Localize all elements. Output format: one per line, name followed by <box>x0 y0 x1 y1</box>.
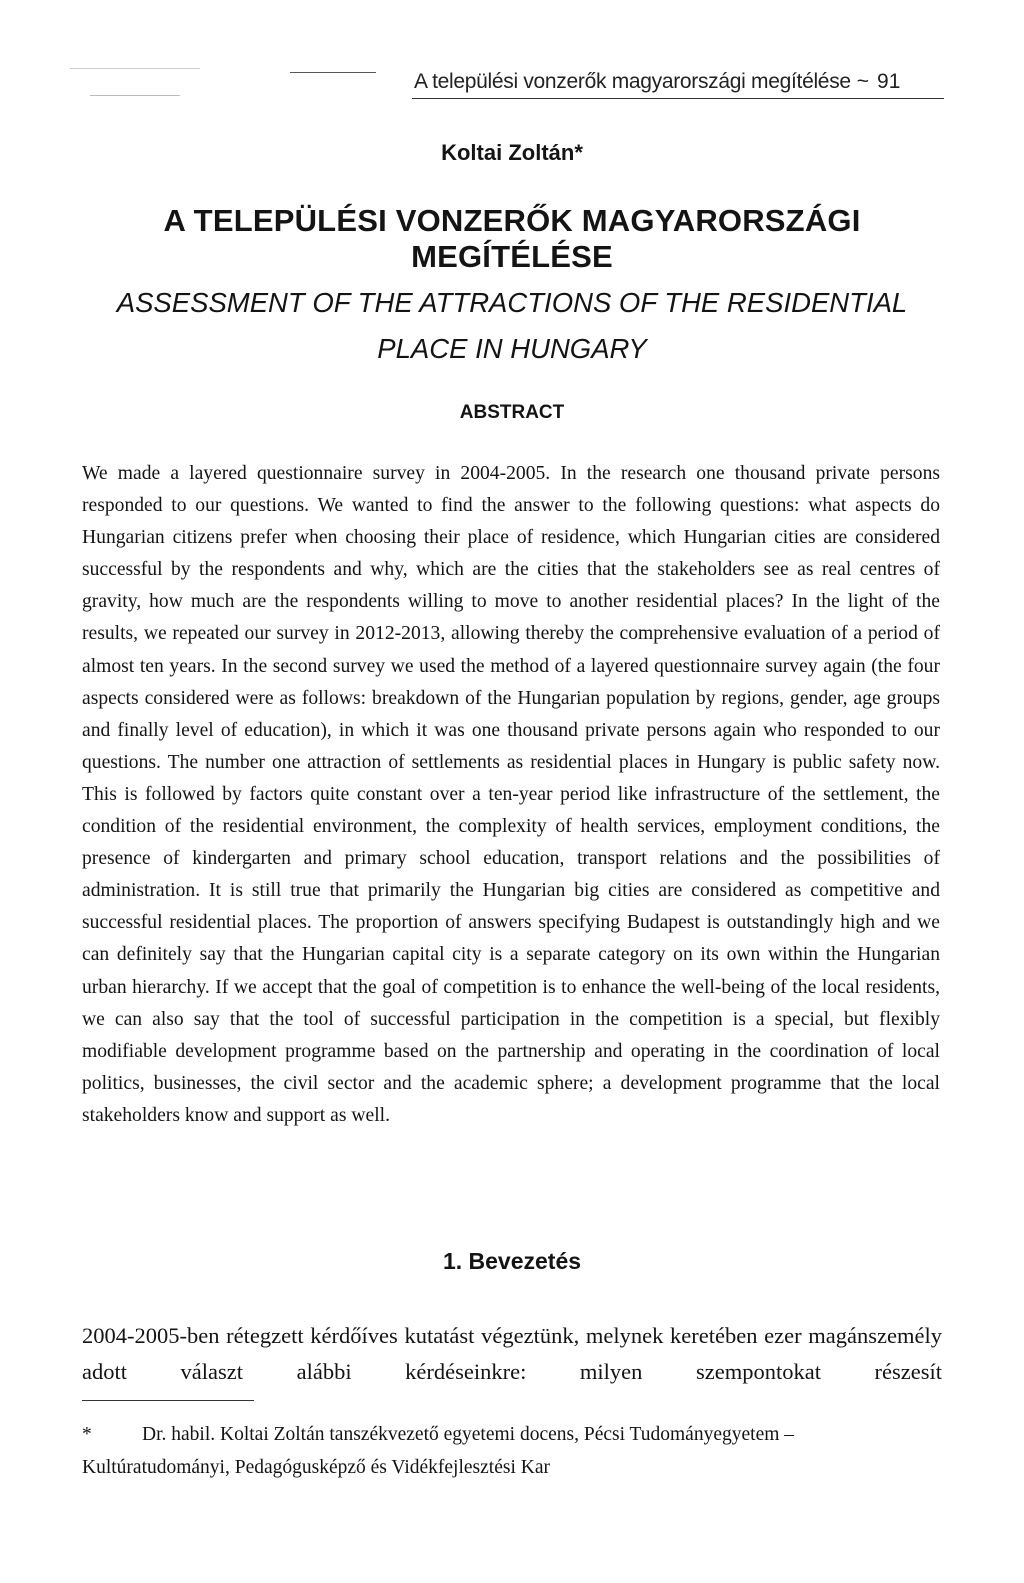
section-body-text: 2004-2005-ben rétegzett kérdőíves kutatást végeztünk, melynek keretében ezer magánszemély adott választ alábbi kérdéseinkre: milyen szempontokat részesít <box>82 1323 942 1384</box>
scan-artifact-line <box>70 68 200 69</box>
footnote-line1 <box>82 1418 952 1451</box>
footnote-text-line2: Kultúratudományi, Pedagógusképző és Vidékfejlesztési Kar <box>82 1457 550 1478</box>
running-head-separator: ~ <box>856 70 870 93</box>
abstract-heading: ABSTRACT <box>459 402 565 423</box>
header-rule-left <box>290 72 376 73</box>
page-number: 91 <box>877 70 901 93</box>
footnote <box>82 1418 952 1484</box>
running-head-title: A települési vonzerők magyarországi megítélése <box>414 70 851 93</box>
abstract-text: We made a layered questionnaire survey in 2004-2005. In the research one thousand private persons responded to our questions. We wanted to find the answer to the following questions: what aspects do Hungarian citizens prefer when choosing their place of residence, which Hungarian cities are considered successful by the respondents and why, which are the cities that the stakeholders see as real centres of gravity, how much are the respondents willing to move to another residential places? In the light of the results, we repeated our survey in 2012-2013, allowing thereby the comprehensive evaluation of a period of almost ten years. In the second survey we used the method of a layered questionnaire survey again (the four aspects considered were as follows: breakdown of the Hungarian population by regions, gender, age groups and finally level of education), in which it was one thousand private persons again who responded to our questions. The number one attraction of settlements as residential places in Hungary is public safety now. This is followed by factors quite constant over a ten-year period like infrastructure of the settlement, the condition of the residential environment, the complexity of health services, employment conditions, the presence of kindergarten and primary school education, transport relations and the possibilities of administration. It is still true that primarily the Hungarian big cities are considered as competitive and successful residential places. The proportion of answers specifying Budapest is outstandingly high and we can definitely say that the Hungarian capital city is a separate category on its own within the Hungarian urban hierarchy. If we accept that the goal of competition is to enhance the well-being of the local residents, we can also say that the tool of successful participation in the competition is a special, but flexibly modifiable development programme based on the partnership and operating in the coordination of local politics, businesses, the civil sector and the academic sphere; a development programme that the local stakeholders know and support as well. <box>82 463 940 1126</box>
article-title-hungarian: A TELEPÜLÉSI VONZERŐK MAGYARORSZÁGI MEGÍTÉLÉSE <box>163 203 861 274</box>
footnote-rule <box>82 1400 254 1401</box>
article-title-english-line1: ASSESSMENT OF THE ATTRACTIONS OF THE RESIDENTIAL <box>116 287 908 318</box>
author-name: Koltai Zoltán* <box>441 140 583 165</box>
footnote-text-line1: Dr. habil. Koltai Zoltán tanszékvezető egyetemi docens, Pécsi Tudományegyetem – <box>142 1424 795 1445</box>
running-head <box>414 70 944 94</box>
section-heading: 1. Bevezetés <box>442 1248 582 1274</box>
article-title-english <box>60 280 964 372</box>
scan-artifact-line <box>90 95 180 96</box>
article-title-english-line2: PLACE IN HUNGARY <box>377 333 647 364</box>
header-rule <box>412 98 944 99</box>
footnote-mark: * <box>82 1424 92 1445</box>
